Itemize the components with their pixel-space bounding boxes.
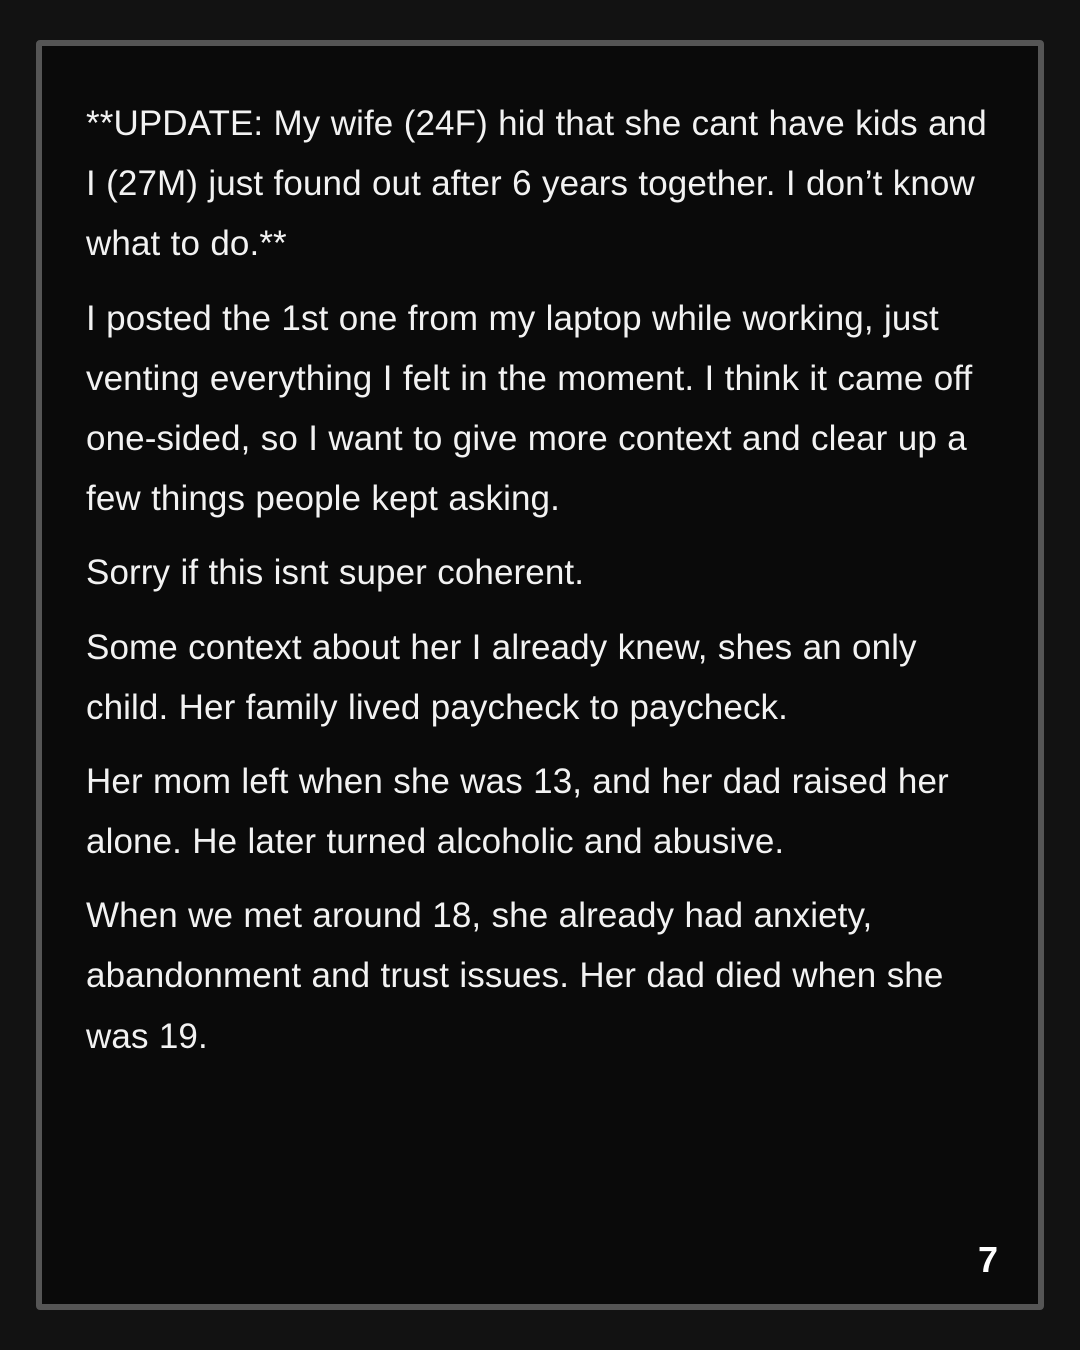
paragraph-5: When we met around 18, she already had anxiety, abandonment and trust issues. Her dad died when she was 19. [86, 896, 944, 1056]
paragraph-3: Some context about her I already knew, shes an only child. Her family lived paycheck to paycheck. [86, 627, 917, 727]
page-number: 7 [977, 1239, 998, 1280]
paragraph-2: Sorry if this isnt super coherent. [86, 553, 585, 593]
paragraph-4: Her mom left when she was 13, and her dad raised her alone. He later turned alcoholic and abusive. [86, 761, 949, 862]
story-body [86, 94, 994, 1264]
paragraph-title: **UPDATE: My wife (24F) hid that she cant have kids and I (27M) just found out after 6 years together. I don’t know what to do.** [86, 104, 987, 264]
text-card [36, 40, 1044, 1310]
paragraph-1: I posted the 1st one from my laptop while working, just venting everything I felt in the moment. I think it came off one-sided, so I want to give more context and clear up a few things people kept asking. [86, 298, 973, 519]
